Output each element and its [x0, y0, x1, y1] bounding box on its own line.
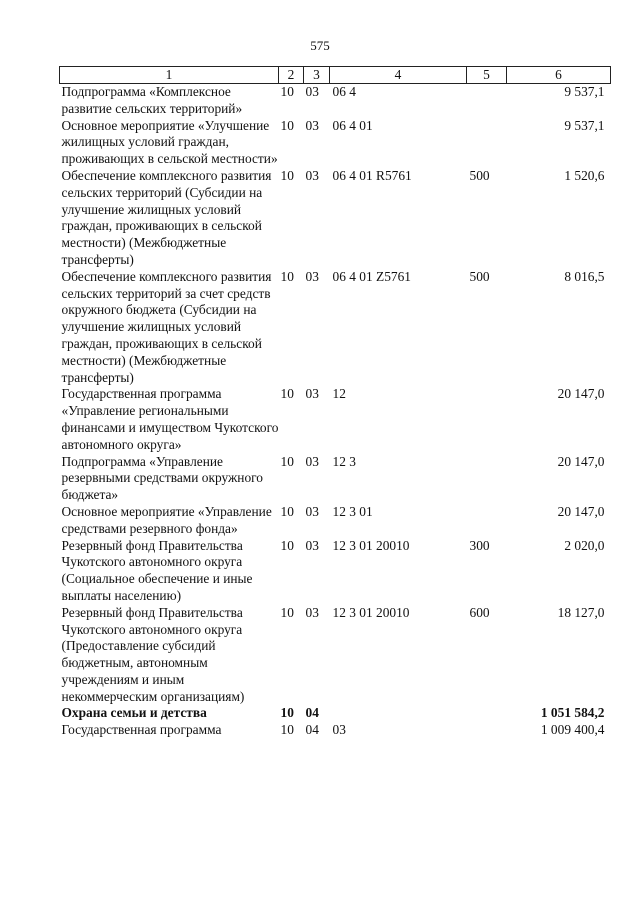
cell-name: Обеспечение комплексного развития сельских территорий (Субсидии на улучшение жилищных условий граждан, проживающих в сельской местности) (Межбюджетные трансферты)	[61, 167, 272, 267]
table-row	[60, 386, 611, 453]
cell-expense-type	[467, 84, 507, 118]
cell-target-item: 12	[332, 386, 346, 402]
cell-section: 10	[280, 503, 294, 519]
cell-amount: 9 537,1	[564, 117, 605, 133]
header-col-target-item: 4	[330, 67, 467, 84]
cell-name: Резервный фонд Правительства Чукотского автономного округа (Социальное обеспечение и иные выплаты населению)	[61, 537, 253, 603]
cell-name: Резервный фонд Правительства Чукотского автономного округа (Предоставление субсидий бюджетным, автономным учреждениям и иным некоммерческим организациям)	[61, 604, 245, 704]
cell-subsection: 03	[305, 117, 319, 133]
table-row	[60, 605, 611, 706]
cell-subsection: 03	[305, 386, 319, 402]
cell-subsection: 03	[305, 503, 319, 519]
cell-section: 10	[280, 167, 294, 183]
budget-table	[59, 66, 611, 739]
cell-target-item: 12 3 01	[332, 503, 373, 519]
cell-amount: 20 147,0	[557, 503, 605, 519]
cell-name: Основное мероприятие «Управление средствами резервного фонда»	[61, 503, 272, 536]
cell-expense-type	[467, 705, 507, 722]
cell-expense-type: 500	[469, 167, 490, 183]
cell-target-item: 03	[332, 722, 346, 738]
cell-target-item: 06 4 01 R5761	[332, 167, 412, 183]
cell-amount: 1 520,6	[564, 167, 605, 183]
cell-name: Охрана семьи и детства	[61, 705, 207, 721]
cell-amount: 1 009 400,4	[540, 722, 605, 738]
table-row	[60, 269, 611, 387]
cell-section: 10	[280, 722, 294, 738]
cell-section: 10	[280, 705, 294, 721]
table-row	[60, 168, 611, 269]
table-header	[60, 67, 611, 84]
cell-name: Подпрограмма «Управление резервными средствами окружного бюджета»	[61, 453, 263, 503]
cell-subsection: 04	[305, 722, 319, 738]
cell-subsection: 03	[305, 84, 319, 99]
cell-subsection: 03	[305, 453, 319, 469]
table-body	[60, 84, 611, 740]
cell-section: 10	[280, 386, 294, 402]
cell-section: 10	[280, 268, 294, 284]
cell-expense-type	[467, 504, 507, 538]
table-row	[60, 722, 611, 739]
cell-target-item: 12 3	[332, 453, 356, 469]
cell-target-item: 06 4 01 Z5761	[332, 268, 411, 284]
cell-subsection: 04	[305, 705, 319, 721]
table-row	[60, 118, 611, 168]
cell-expense-type	[467, 386, 507, 453]
cell-target-item: 12 3 01 20010	[332, 604, 410, 620]
cell-subsection: 03	[305, 604, 319, 620]
cell-section: 10	[280, 84, 294, 99]
cell-amount: 18 127,0	[557, 604, 605, 620]
cell-expense-type: 500	[469, 268, 490, 284]
table-row	[60, 538, 611, 605]
cell-expense-type	[467, 118, 507, 168]
cell-amount: 20 147,0	[557, 386, 605, 402]
header-col-amount: 6	[507, 67, 611, 84]
cell-target-item: 06 4 01	[332, 117, 373, 133]
cell-name: Государственная программа	[61, 722, 222, 738]
table-row	[60, 504, 611, 538]
cell-section: 10	[280, 537, 294, 553]
cell-subsection: 03	[305, 537, 319, 553]
header-col-expense-type: 5	[467, 67, 507, 84]
cell-section: 10	[280, 453, 294, 469]
cell-amount: 8 016,5	[564, 268, 605, 284]
cell-amount: 1 051 584,2	[540, 705, 605, 721]
table-row	[60, 454, 611, 504]
cell-expense-type	[467, 454, 507, 504]
cell-expense-type: 600	[469, 604, 490, 620]
cell-amount: 20 147,0	[557, 453, 605, 469]
cell-name: Подпрограмма «Комплексное развитие сельских территорий»	[61, 84, 243, 116]
cell-expense-type: 300	[469, 537, 490, 553]
cell-amount: 9 537,1	[564, 84, 605, 99]
header-col-section: 2	[279, 67, 304, 84]
cell-section: 10	[280, 604, 294, 620]
cell-amount: 2 020,0	[564, 537, 605, 553]
cell-target-item: 06 4	[332, 84, 356, 99]
cell-target-item: 12 3 01 20010	[332, 537, 410, 553]
cell-subsection: 03	[305, 167, 319, 183]
cell-subsection: 03	[305, 268, 319, 284]
header-col-subsection: 3	[304, 67, 330, 84]
cell-name: Основное мероприятие «Улучшение жилищных условий граждан, проживающих в сельской местности»	[61, 117, 278, 167]
table-row	[60, 84, 611, 118]
cell-name: Обеспечение комплексного развития сельских территорий за счет средств окружного бюджета (Субсидии на улучшение жилищных условий граждан, проживающих в сельской местности) (Межбюджетные трансферты)	[61, 268, 272, 385]
cell-name: Государственная программа «Управление региональными финансами и имуществом Чукотского автономного округа»	[61, 386, 279, 452]
cell-expense-type	[467, 722, 507, 739]
cell-section: 10	[280, 117, 294, 133]
cell-target-item	[330, 705, 467, 722]
header-row	[60, 67, 611, 84]
page-number: 575	[310, 38, 330, 53]
table-row	[60, 705, 611, 722]
header-col-name: 1	[60, 67, 279, 84]
